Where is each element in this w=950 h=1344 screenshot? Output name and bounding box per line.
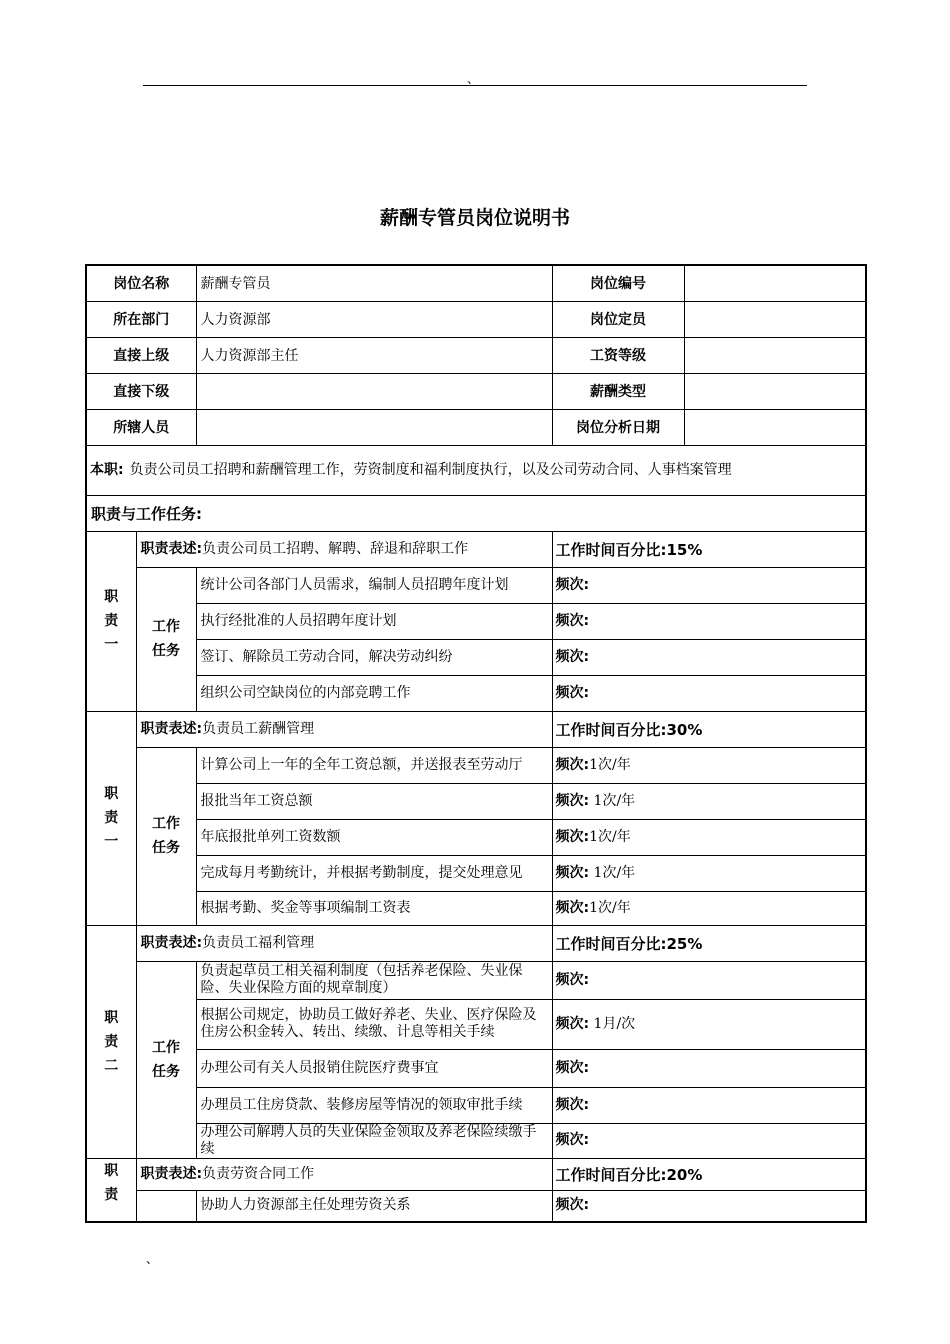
duty-name-char: 职 <box>104 1009 119 1026</box>
info-value: 薪酬专管员 <box>196 265 552 301</box>
statement-text: 负责员工薪酬管理 <box>202 720 315 737</box>
duty-name-char: 一 <box>104 834 119 850</box>
info-label-2: 岗位编号 <box>552 265 684 301</box>
time-percent <box>552 531 866 567</box>
task-frequency <box>552 999 866 1049</box>
task-row <box>86 855 866 891</box>
task-frequency <box>552 675 866 711</box>
task-text: 办理公司解聘人员的失业保险金领取及养老保险续缴手续 <box>196 1123 552 1158</box>
job-description-table <box>85 264 867 1223</box>
duty-name-char: 责 <box>104 810 119 826</box>
freq-label: 频次: <box>555 828 590 845</box>
task-row <box>86 1190 866 1222</box>
duty-name-char: 职 <box>104 589 119 605</box>
freq-label: 频次: <box>555 756 590 773</box>
freq-label: 频次: <box>555 648 590 665</box>
task-frequency <box>552 1087 866 1123</box>
percent-label: 工作时间百分比: <box>555 1165 667 1184</box>
duty-name <box>86 711 136 925</box>
footer-mark: 、 <box>146 1252 159 1266</box>
info-value <box>196 373 552 409</box>
task-frequency <box>552 747 866 783</box>
duties-header-row <box>86 495 866 531</box>
info-label-2: 薪酬类型 <box>552 373 684 409</box>
info-row <box>86 409 866 445</box>
info-label-2: 岗位定员 <box>552 301 684 337</box>
task-text: 报批当年工资总额 <box>196 783 552 819</box>
task-text: 执行经批准的人员招聘年度计划 <box>196 603 552 639</box>
freq-label: 频次: <box>555 792 590 809</box>
task-label-line: 任务 <box>152 1063 180 1080</box>
task-frequency <box>552 603 866 639</box>
task-text: 负责起草员工相关福利制度（包括养老保险、失业保险、失业保险方面的规章制度） <box>196 961 552 999</box>
task-text: 统计公司各部门人员需求，编制人员招聘年度计划 <box>196 567 552 603</box>
duty-name <box>86 925 136 1158</box>
task-row <box>86 891 866 925</box>
percent-value: 20% <box>666 1165 703 1184</box>
task-text: 协助人力资源部主任处理劳资关系 <box>196 1190 552 1222</box>
freq-value: 1次/年 <box>589 792 636 809</box>
duty-statement-row <box>86 925 866 961</box>
freq-label: 频次: <box>555 1197 590 1214</box>
info-value-2 <box>684 373 866 409</box>
info-row <box>86 337 866 373</box>
task-text: 年底报批单列工资数额 <box>196 819 552 855</box>
task-label <box>136 567 196 711</box>
info-value-2 <box>684 409 866 445</box>
page-title: 薪酬专管员岗位说明书 <box>379 207 570 229</box>
statement-text: 负责员工福利管理 <box>202 934 315 951</box>
summary-cell <box>86 445 866 495</box>
freq-value: 1次/年 <box>589 864 636 881</box>
task-label-line: 工作 <box>152 1039 180 1056</box>
task-label-line: 任务 <box>152 643 180 659</box>
freq-label: 频次: <box>555 576 590 593</box>
task-text: 计算公司上一年的全年工资总额，并送报表至劳动厅 <box>196 747 552 783</box>
info-label-2: 工资等级 <box>552 337 684 373</box>
duty-name-char: 二 <box>104 1057 119 1074</box>
duties-header: 职责与工作任务: <box>86 495 866 531</box>
time-percent <box>552 711 866 747</box>
statement-text: 负责公司员工招聘、解聘、辞退和辞职工作 <box>202 540 469 557</box>
task-text: 完成每月考勤统计，并根据考勤制度，提交处理意见 <box>196 855 552 891</box>
info-label: 所辖人员 <box>86 409 196 445</box>
duty-name-char: 责 <box>104 613 119 629</box>
info-value: 人力资源部主任 <box>196 337 552 373</box>
duty-name <box>86 1158 136 1222</box>
task-text: 组织公司空缺岗位的内部竞聘工作 <box>196 675 552 711</box>
task-text: 办理公司有关人员报销住院医疗费事宜 <box>196 1049 552 1087</box>
task-row <box>86 639 866 675</box>
freq-label: 频次: <box>555 1132 590 1148</box>
freq-label: 频次: <box>555 899 590 916</box>
freq-label: 频次: <box>555 612 590 629</box>
time-percent <box>552 925 866 961</box>
summary-label: 本职: <box>90 461 124 478</box>
freq-label: 频次: <box>555 1015 590 1032</box>
task-frequency <box>552 1049 866 1087</box>
freq-label: 频次: <box>555 684 590 701</box>
info-value <box>196 409 552 445</box>
duty-statement-row <box>86 1158 866 1190</box>
info-value-2 <box>684 337 866 373</box>
header-mark: 、 <box>467 72 480 86</box>
info-row <box>86 373 866 409</box>
task-row <box>86 1123 866 1158</box>
freq-value: 1次/年 <box>589 756 631 773</box>
task-row <box>86 675 866 711</box>
summary-text: 负责公司员工招聘和薪酬管理工作，劳资制度和福利制度执行，以及公司劳动合同、人事档案管理 <box>129 461 732 478</box>
task-label-line: 任务 <box>152 840 180 856</box>
task-row <box>86 1087 866 1123</box>
task-row <box>86 603 866 639</box>
header-rule <box>143 85 807 86</box>
duty-name <box>86 531 136 711</box>
task-row <box>86 1049 866 1087</box>
percent-label: 工作时间百分比: <box>555 540 667 559</box>
task-label-line: 工作 <box>152 816 180 832</box>
percent-value: 15% <box>666 540 703 559</box>
info-label: 所在部门 <box>86 301 196 337</box>
info-value-2 <box>684 301 866 337</box>
task-row <box>86 783 866 819</box>
freq-label: 频次: <box>555 1059 590 1076</box>
task-text: 根据考勤、奖金等事项编制工资表 <box>196 891 552 925</box>
percent-label: 工作时间百分比: <box>555 934 667 953</box>
task-frequency <box>552 819 866 855</box>
duty-statement <box>136 925 552 961</box>
freq-label: 频次: <box>555 971 590 988</box>
info-label: 直接上级 <box>86 337 196 373</box>
task-frequency <box>552 891 866 925</box>
task-label-line: 工作 <box>152 619 180 635</box>
percent-label: 工作时间百分比: <box>555 720 667 739</box>
info-label-2: 岗位分析日期 <box>552 409 684 445</box>
task-label <box>136 1190 196 1222</box>
info-value-2 <box>684 265 866 301</box>
freq-value: 1月/次 <box>589 1015 636 1032</box>
freq-label: 频次: <box>555 1096 590 1113</box>
task-text: 办理员工住房贷款、装修房屋等情况的领取审批手续 <box>196 1087 552 1123</box>
duty-statement-row <box>86 711 866 747</box>
task-frequency <box>552 855 866 891</box>
info-row <box>86 301 866 337</box>
statement-text: 负责劳资合同工作 <box>202 1165 315 1182</box>
task-frequency <box>552 639 866 675</box>
duty-name-char: 责 <box>104 1186 119 1203</box>
time-percent <box>552 1158 866 1190</box>
duty-name-char: 职 <box>104 1162 119 1179</box>
task-frequency <box>552 1123 866 1158</box>
statement-label: 职责表述: <box>140 720 203 737</box>
percent-value: 25% <box>666 934 703 953</box>
task-text: 根据公司规定，协助员工做好养老、失业、医疗保险及住房公积金转入、转出、续缴、计息等相关手续 <box>196 999 552 1049</box>
duty-statement-row <box>86 531 866 567</box>
task-frequency <box>552 567 866 603</box>
duty-statement <box>136 1158 552 1190</box>
task-text: 签订、解除员工劳动合同，解决劳动纠纷 <box>196 639 552 675</box>
task-row <box>86 747 866 783</box>
info-label: 岗位名称 <box>86 265 196 301</box>
info-row <box>86 265 866 301</box>
duty-statement <box>136 711 552 747</box>
task-row <box>86 999 866 1049</box>
info-label: 直接下级 <box>86 373 196 409</box>
duty-statement <box>136 531 552 567</box>
task-frequency <box>552 783 866 819</box>
summary-row <box>86 445 866 495</box>
freq-value: 1次/年 <box>589 899 631 916</box>
percent-value: 30% <box>666 720 703 739</box>
task-frequency <box>552 1190 866 1222</box>
duty-name-char: 责 <box>104 1033 119 1050</box>
duty-name-char: 职 <box>104 786 119 802</box>
task-row <box>86 567 866 603</box>
statement-label: 职责表述: <box>140 934 203 951</box>
statement-label: 职责表述: <box>140 1165 203 1182</box>
task-label <box>136 961 196 1158</box>
info-value: 人力资源部 <box>196 301 552 337</box>
statement-label: 职责表述: <box>140 540 203 557</box>
task-row <box>86 961 866 999</box>
freq-value: 1次/年 <box>589 828 631 845</box>
task-label <box>136 747 196 925</box>
freq-label: 频次: <box>555 864 590 881</box>
task-frequency <box>552 961 866 999</box>
task-row <box>86 819 866 855</box>
duty-name-char: 一 <box>104 637 119 653</box>
